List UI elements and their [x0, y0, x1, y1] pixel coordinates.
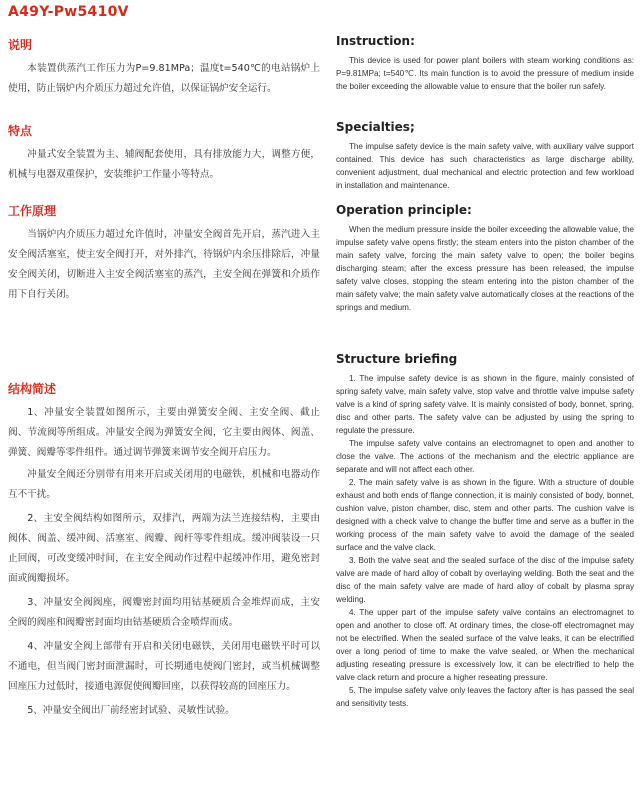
specialties-section-en: [336, 120, 634, 192]
features-heading: 特点: [8, 124, 33, 138]
instruction-heading: Instruction:: [336, 34, 415, 48]
structure-section-en: [336, 352, 634, 710]
description-section-cn: [8, 36, 320, 99]
operation-text: When the medium pressure inside the boiler exceeding the allowable value, the impulse safety valve opens firstly; the steam enters into the piston chamber of the main safety valve, forcing the main safety valve to open; the boiler begins discharging steam; after the excess pressure has been released, the impulse safety valve closes, stopping the steam entering into the piston chamber of the main safety valve; the main safety valve automatically closes at the reactions of the springs and medium.: [336, 225, 634, 312]
structure-heading-cn: 结构简述: [8, 382, 57, 396]
structure-paragraph: 2. The main safety valve is as shown in the figure. With a structure of double exhaust and both ends of flange connection, it is mainly consisted of body, bonnet, cushion valve, piston chamber, disc, stem and other parts. The cushion valve is designed with a check valve to change the buffer time and serve as a buffer in the working process of the main safety valve to avoid the damage of the sealed surface and the valve clack.: [336, 478, 634, 552]
structure-paragraph: The impulse safety valve contains an electromagnet to open and another to close the valve. The actions of the mechanism and the electric appliance are separate and will not affect each other.: [336, 439, 634, 474]
principle-heading: 工作原理: [8, 204, 57, 218]
instruction-text: This device is used for power plant boilers with steam working conditions as: P=9.81MPa; t=540℃. Its main function is to avoid the pressure of medium inside the boiler exceeding the allowable value to ensure that the boiler run safely.: [336, 56, 634, 91]
structure-paragraph: 3、冲量安全阀阀座，阀瓣密封面均用钴基硬质合金堆焊而成，主安全阀的阀座和阀瓣密封面均由钴基硬质合金喷焊而成。: [8, 597, 320, 628]
description-heading: 说明: [8, 38, 33, 52]
page-title: A49Y-Pw5410V: [8, 4, 129, 20]
operation-section-en: [336, 203, 634, 314]
principle-text: 当锅炉内介质压力超过允许值时，冲量安全阀首先开启，蒸汽进入主安全阀活塞室，使主安全阀打开，对外排汽，待锅炉内余压排除后，冲量安全阀关闭，切断进入主安全阀活塞室的蒸汽，主安全阀在弹簧和介质作用下自行关闭。: [8, 229, 320, 300]
structure-paragraph: 冲量安全阀还分别带有用来开启或关闭用的电磁铁，机械和电器动作互不干扰。: [8, 469, 320, 500]
instruction-section-en: [336, 34, 634, 93]
structure-paragraph: 1、冲量安全装置如图所示，主要由弹簧安全阀、主安全阀、截止阀、节流阀等所组成。冲量安全阀为弹簧安全阀，它主要由阀体、阀盖、弹簧、阀瓣等零件组件。通过调节弹簧来调节安全阀开启压力。: [8, 407, 320, 458]
specialties-text: The impulse safety device is the main safety valve, with auxiliary valve support contained. This device has such characteristics as large discharge ability, convenient adjustment, dual mechanical and electric protection and few workload in installation and maintenance.: [336, 142, 634, 190]
structure-paragraph: 4、冲量安全阀上部带有开启和关闭电磁铁，关闭用电磁铁平时可以不通电，但当阀门密封面泄漏时，可长期通电使阀门密封，或当机械调整回座压力过低时，接通电源促使阀瓣回座，以获得较高的回座压力。: [8, 641, 320, 692]
principle-section-cn: [8, 202, 320, 305]
features-text: 冲量式安全装置为主、辅阀配套使用，具有排放能力大，调整方便，机械与电器双重保护，安装维护工作量小等特点。: [8, 149, 320, 180]
structure-paragraph: 4. The upper part of the impulse safety valve contains an electromagnet to open and another to close off. At ordinary times, the close-off electromagnet may not be electrified. When the sealed surface of the valve leaks, it can be electrified over a long period of time to make the valve sealed, or When the mechanical adjusting reseating pressure is excessively low, it can be electrified to help the valve clack return and procure a higher reseating pressure.: [336, 608, 634, 682]
structure-paragraph: 2、主安全阀结构如图所示，双排汽，两端为法兰连接结构，主要由阀体、阀盖、缓冲阀、活塞室、阀瓣、阀杆等零件组成。缓冲阀装设一只止回阀，可改变缓冲时间，在主安全阀动作过程中起缓冲作用，避免密封面或阀瓣损坏。: [8, 513, 320, 584]
structure-heading-en: Structure briefing: [336, 352, 458, 366]
structure-paragraph: 1. The impulse safety device is as shown in the figure, mainly consisted of spring safety valve, main safety valve, stop valve and throttle valve impulse safety valve is a kind of spring safety valve. It is mainly consisted of body, bonnet, spring, disc and other parts. The safety valve can be adjusted by using the spring to regulate the pressure.: [336, 374, 634, 435]
features-section-cn: [8, 122, 320, 185]
structure-paragraph: 5. The impulse safety valve only leaves the factory after is has passed the seal and sensitivity tests.: [336, 686, 634, 708]
specialties-heading: Specialties;: [336, 120, 415, 134]
structure-section-cn: [8, 380, 320, 721]
operation-heading: Operation principle:: [336, 203, 472, 217]
structure-paragraph: 3. Both the valve seat and the sealed surface of the disc of the impulse safety valve are made of hard alloy of cobalt by overlaying welding. Both the seat and the disc of the main safety valve are made of hard alloy of cobalt by plasma spray welding.: [336, 556, 634, 604]
structure-paragraph: 5、冲量安全阀出厂前经密封试验、灵敏性试验。: [27, 705, 235, 716]
description-text: 本装置供蒸汽工作压力为P=9.81MPa；温度t=540℃的电站锅炉上使用，防止锅炉内介质压力超过允许值，以保证锅炉安全运行。: [8, 63, 320, 94]
